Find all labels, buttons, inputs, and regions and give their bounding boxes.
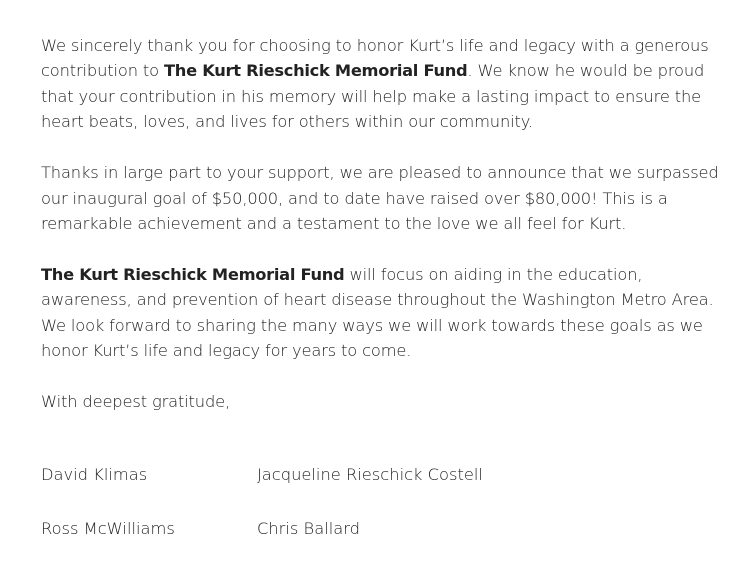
- letter-body: [41, 33, 721, 415]
- signature-block: [41, 462, 483, 570]
- fund-name: The Kurt Rieschick Memorial Fund: [163, 61, 468, 81]
- signature-row: [41, 516, 483, 570]
- paragraph-focus-rest: will focus on aiding in the education, awareness, and prevention of heart disease throughout the Washington Metro Area. We look forward to sharing the many ways we will work towards these goals as we honor Kurt’s life and legacy for years to come.: [41, 265, 714, 361]
- signatory-name: David Klimas: [41, 465, 148, 484]
- fund-name: The Kurt Rieschick Memorial Fund: [41, 265, 345, 285]
- paragraph-goal: Thanks in large part to your support, we are pleased to announce that we surpassed our inaugural goal of $50,000, and to date have raised over $80,000! This is a remarkable achievement and a testament to the love we all feel for Kurt.: [41, 163, 719, 234]
- signatory-name: Jacqueline Rieschick Costell: [257, 465, 483, 484]
- signatory-name: Ross McWilliams: [41, 519, 175, 538]
- paragraph-thanks-rest: . We know he would be proud that your contribution in his memory will help make a lasting impact to ensure the heart beats, loves, and lives for others within our community.: [41, 61, 705, 132]
- closing-line: With deepest gratitude,: [41, 392, 231, 412]
- paragraph-thanks-intro: We sincerely thank you for choosing to honor Kurt’s life and legacy with a generous contribution to: [41, 36, 709, 81]
- paragraph-thanks: [41, 33, 721, 135]
- paragraph-focus: [41, 262, 721, 364]
- signatory-name: Chris Ballard: [257, 519, 360, 538]
- signature-row: [41, 462, 483, 516]
